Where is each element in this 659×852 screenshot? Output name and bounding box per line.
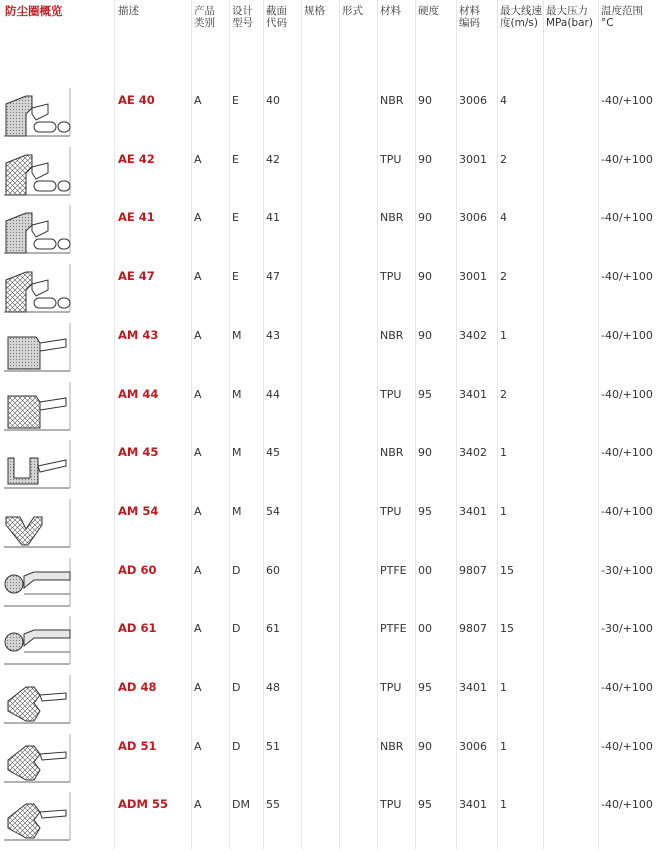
cell-design: M (232, 387, 242, 401)
cell-material: TPU (380, 152, 402, 166)
cell-code: 3401 (459, 387, 487, 401)
cell-temp: -40/+100 (601, 211, 653, 225)
cell-material: NBR (380, 446, 404, 460)
table-row (0, 325, 659, 383)
cell-hardness: 90 (418, 739, 432, 753)
ad-wiper-double-icon (0, 730, 72, 786)
cell-category: A (194, 563, 202, 577)
cell-desc: AM 44 (118, 386, 159, 401)
am-wiper-u-icon (0, 436, 72, 492)
cell-section: 55 (266, 798, 280, 812)
cell-speed: 4 (500, 211, 507, 225)
cell-temp: -40/+100 (601, 504, 653, 518)
cell-temp: -40/+100 (601, 739, 653, 753)
cell-design: E (232, 270, 239, 284)
cell-hardness: 90 (418, 328, 432, 342)
cell-code: 3402 (459, 328, 487, 342)
cell-hardness: 95 (418, 387, 432, 401)
cell-category: A (194, 681, 202, 694)
cell-design: D (232, 563, 241, 577)
table-row (0, 618, 659, 676)
cell-temp: -40/+100 (601, 387, 653, 401)
cell-hardness: 00 (418, 563, 432, 577)
cell-hardness: 90 (418, 94, 432, 107)
cell-temp: -30/+100 (601, 563, 653, 577)
cell-temp: -40/+100 (601, 152, 653, 166)
cell-material: TPU (380, 798, 402, 812)
header-spec: 规格 (304, 5, 325, 17)
cell-desc: AM 43 (118, 327, 159, 342)
cell-design: D (232, 622, 241, 636)
cell-desc: AD 61 (118, 621, 157, 636)
cell-section: 41 (266, 211, 280, 225)
table-row (0, 794, 659, 852)
table-row (0, 207, 659, 265)
cell-speed: 2 (500, 387, 507, 401)
cell-hardness: 95 (418, 681, 432, 694)
cell-temp: -40/+100 (601, 798, 653, 812)
cell-category: A (194, 739, 202, 753)
cell-desc: AE 47 (118, 269, 155, 284)
cell-speed: 1 (500, 681, 507, 694)
ad-wiper-oring-icon (0, 554, 72, 610)
cell-hardness: 95 (418, 504, 432, 518)
cell-hardness: 90 (418, 211, 432, 225)
table-row (0, 149, 659, 207)
header-temp: 温度范围 °C (601, 5, 643, 29)
cell-category: A (194, 504, 202, 518)
cell-code: 3401 (459, 798, 487, 812)
table-row (0, 266, 659, 324)
cell-material: TPU (380, 387, 402, 401)
table-row (0, 736, 659, 794)
table-row (0, 384, 659, 442)
cell-design: M (232, 446, 242, 460)
cell-design: M (232, 504, 242, 518)
table-row (0, 90, 659, 148)
cell-temp: -40/+100 (601, 328, 653, 342)
cell-material: NBR (380, 739, 404, 753)
cell-category: A (194, 211, 202, 225)
cell-speed: 1 (500, 798, 507, 812)
cell-design: E (232, 94, 239, 107)
ad-wiper-double-icon (0, 788, 72, 844)
cell-desc: AE 42 (118, 151, 155, 166)
ad-wiper-oring-icon (0, 612, 72, 668)
cell-desc: AM 54 (118, 503, 159, 518)
cell-material: PTFE (380, 563, 407, 577)
cell-desc: AD 48 (118, 680, 157, 694)
table-row (0, 677, 659, 735)
cell-section: 44 (266, 387, 280, 401)
header-max-pressure: 最大压力 MPa(bar) (546, 5, 593, 29)
cell-section: 54 (266, 504, 280, 518)
cell-category: A (194, 446, 202, 460)
cell-material: TPU (380, 681, 402, 694)
cell-speed: 1 (500, 446, 507, 460)
cell-material: NBR (380, 211, 404, 225)
am-wiper-solid-icon (0, 319, 72, 375)
cell-design: M (232, 328, 242, 342)
cell-design: D (232, 681, 241, 694)
cell-category: A (194, 152, 202, 166)
header-form: 形式 (342, 5, 363, 17)
cell-code: 9807 (459, 563, 487, 577)
ad-wiper-double-icon (0, 671, 72, 727)
am-wiper-cross-icon (0, 378, 72, 434)
header-material: 材料 (380, 5, 401, 17)
cell-design: D (232, 739, 241, 753)
cell-code: 3006 (459, 211, 487, 225)
cell-category: A (194, 328, 202, 342)
header-category: 产品 类别 (194, 5, 215, 29)
cell-temp: -30/+100 (601, 622, 653, 636)
cell-desc: AD 51 (118, 738, 157, 753)
cell-section: 48 (266, 681, 280, 694)
cell-hardness: 90 (418, 446, 432, 460)
ae-wiper-solid-icon (0, 84, 72, 140)
cell-code: 3001 (459, 270, 487, 284)
cell-speed: 1 (500, 504, 507, 518)
cell-section: 61 (266, 622, 280, 636)
cell-code: 3001 (459, 152, 487, 166)
cell-section: 47 (266, 270, 280, 284)
cell-hardness: 90 (418, 152, 432, 166)
cell-section: 40 (266, 94, 280, 107)
cell-section: 42 (266, 152, 280, 166)
cell-code: 3006 (459, 739, 487, 753)
header-design: 设计 型号 (232, 5, 253, 29)
cell-desc: AE 40 (118, 93, 155, 107)
cell-code: 9807 (459, 622, 487, 636)
cell-temp: -40/+100 (601, 94, 653, 107)
ae-wiper-cross-icon (0, 143, 72, 199)
cell-code: 3401 (459, 681, 487, 694)
cell-category: A (194, 622, 202, 636)
cell-section: 43 (266, 328, 280, 342)
cell-speed: 15 (500, 622, 514, 636)
cell-category: A (194, 270, 202, 284)
cell-speed: 2 (500, 152, 507, 166)
cell-hardness: 00 (418, 622, 432, 636)
cell-category: A (194, 387, 202, 401)
cell-hardness: 90 (418, 270, 432, 284)
cell-speed: 1 (500, 328, 507, 342)
cell-code: 3006 (459, 94, 487, 107)
cell-category: A (194, 798, 202, 812)
cell-temp: -40/+100 (601, 446, 653, 460)
cell-design: E (232, 211, 239, 225)
cell-section: 60 (266, 563, 280, 577)
cell-code: 3401 (459, 504, 487, 518)
cell-desc: ADM 55 (118, 797, 168, 812)
cell-material: TPU (380, 504, 402, 518)
cell-speed: 15 (500, 563, 514, 577)
cell-speed: 1 (500, 739, 507, 753)
cell-speed: 4 (500, 94, 507, 107)
ae-wiper-cross-icon (0, 260, 72, 316)
ae-wiper-solid-icon (0, 201, 72, 257)
cell-material: PTFE (380, 622, 407, 636)
table-row (0, 442, 659, 500)
am-wiper-v-icon (0, 495, 72, 551)
cell-design: DM (232, 798, 250, 812)
page-title: 防尘圈概览 (5, 4, 63, 18)
cell-category: A (194, 94, 202, 107)
cell-hardness: 95 (418, 798, 432, 812)
cell-temp: -40/+100 (601, 681, 653, 694)
cell-material: TPU (380, 270, 402, 284)
header-material-code: 材料 编码 (459, 5, 480, 29)
cell-desc: AD 60 (118, 562, 157, 577)
cell-temp: -40/+100 (601, 270, 653, 284)
cell-material: NBR (380, 328, 404, 342)
cell-design: E (232, 152, 239, 166)
header-section: 截面 代码 (266, 5, 287, 29)
header-max-speed: 最大线速 度(m/s) (500, 5, 542, 29)
cell-desc: AM 45 (118, 445, 159, 460)
cell-section: 51 (266, 739, 280, 753)
table-row (0, 501, 659, 559)
table-row (0, 560, 659, 618)
cell-code: 3402 (459, 446, 487, 460)
cell-desc: AE 41 (118, 210, 155, 225)
header-desc: 描述 (118, 5, 139, 17)
cell-speed: 2 (500, 270, 507, 284)
cell-material: NBR (380, 94, 404, 107)
cell-section: 45 (266, 446, 280, 460)
header-hardness: 硬度 (418, 5, 439, 17)
